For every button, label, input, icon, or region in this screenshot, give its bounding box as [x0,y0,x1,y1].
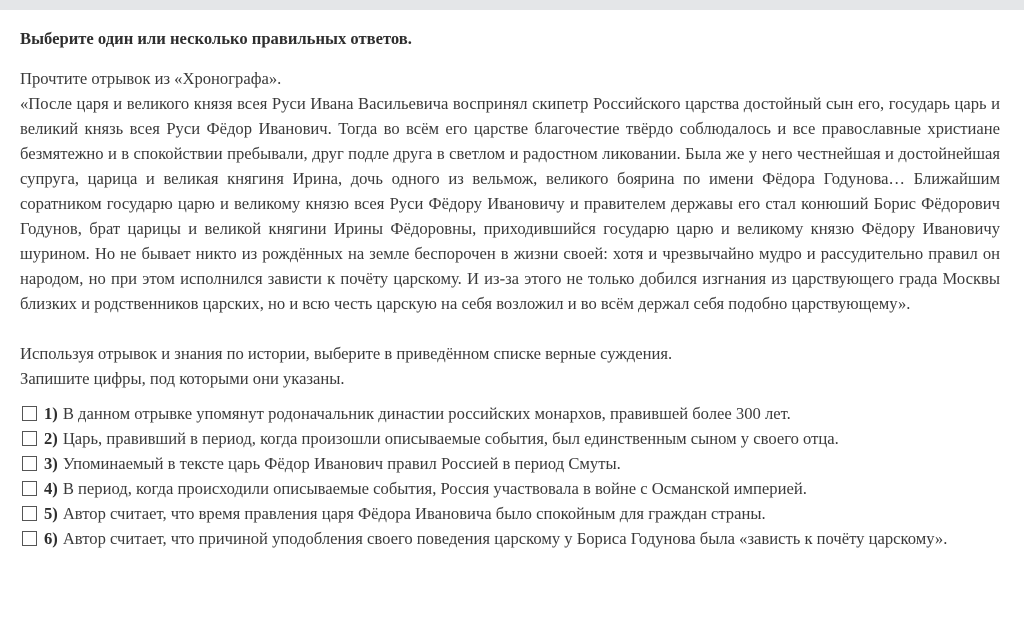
checkbox-option-3[interactable] [22,456,37,471]
option-text: Упоминаемый в тексте царь Фёдор Иванович правил Россией в период Смуты. [62,454,621,473]
checkbox-option-5[interactable] [22,506,37,521]
option-number: 4) [44,479,58,498]
option-text: Автор считает, что причиной уподобления своего поведения царскому у Бориса Годунова была «зависть к почёту царскому». [62,529,948,548]
answer-option-6[interactable] [20,526,1000,551]
option-number: 1) [44,404,58,423]
option-text: Царь, правивший в период, когда произошли описываемые события, был единственным сыном у своего отца. [62,429,839,448]
answer-options [20,401,1000,551]
excerpt-intro: Прочтите отрывок из «Хронографа». [20,69,282,88]
answer-option-4[interactable] [20,476,1000,501]
answer-option-1[interactable] [20,401,1000,426]
top-bar [0,0,1024,10]
task-text [20,341,1000,391]
checkbox-option-4[interactable] [22,481,37,496]
answer-option-2[interactable] [20,426,1000,451]
task-line-1: Используя отрывок и знания по истории, выберите в приведённом списке верные суждения. [20,344,673,363]
checkbox-option-2[interactable] [22,431,37,446]
option-text: Автор считает, что время правления царя Фёдора Ивановича было спокойным для граждан страны. [62,504,766,523]
checkbox-option-1[interactable] [22,406,37,421]
question-container [20,26,1000,551]
option-number: 6) [44,529,58,548]
option-number: 5) [44,504,58,523]
excerpt-text: «После царя и великого князя всея Руси Ивана Васильевича воспринял скипетр Российского царства достойный сын его, государь царь и великий князь всея Руси Фёдор Иванович. Тогда во всём его царстве благочестие твёрдо соблюдалось и все православные христиане безмятежно и в спокойствии пребывали, друг подле друга в светлом и радостном ликовании. Была же у него честнейшая и достойнейшая супруга, царица и великая княгиня Ирина, дочь одного из вельмож, великого боярина по имени Фёдора Годунова… Ближайшим соратником государю царю и великому князю всея Руси Фёдору Ивановичу и правителем державы его стал конюший Борис Фёдорович Годунов, брат царицы и великой княгини Ирины Фёдоровны, приходившийся государю царю и великому князю Фёдору Ивановичу шурином. Но не бывает никто из рождённых на земле беспорочен в жизни своей: хотя и чрезвычайно мудро и рассудительно правил он народом, но при этом исполнился зависти к почёту царскому. И из-за этого не только добился изгнания из царствующего града Москвы близких и родственников царских, но и всю честь царскую на себя возложил и во всём держал себя подобно царствующему». [20,94,1000,313]
task-line-2: Запишите цифры, под которыми они указаны. [20,369,345,388]
answer-option-5[interactable] [20,501,1000,526]
option-text: В период, когда происходили описываемые события, Россия участвовала в войне с Османской империей. [62,479,807,498]
option-text: В данном отрывке упомянут родоначальник династии российских монархов, правившей более 300 лет. [62,404,791,423]
option-number: 3) [44,454,58,473]
checkbox-option-6[interactable] [22,531,37,546]
answer-option-3[interactable] [20,451,1000,476]
option-number: 2) [44,429,58,448]
question-instruction: Выберите один или несколько правильных ответов. [20,29,412,48]
